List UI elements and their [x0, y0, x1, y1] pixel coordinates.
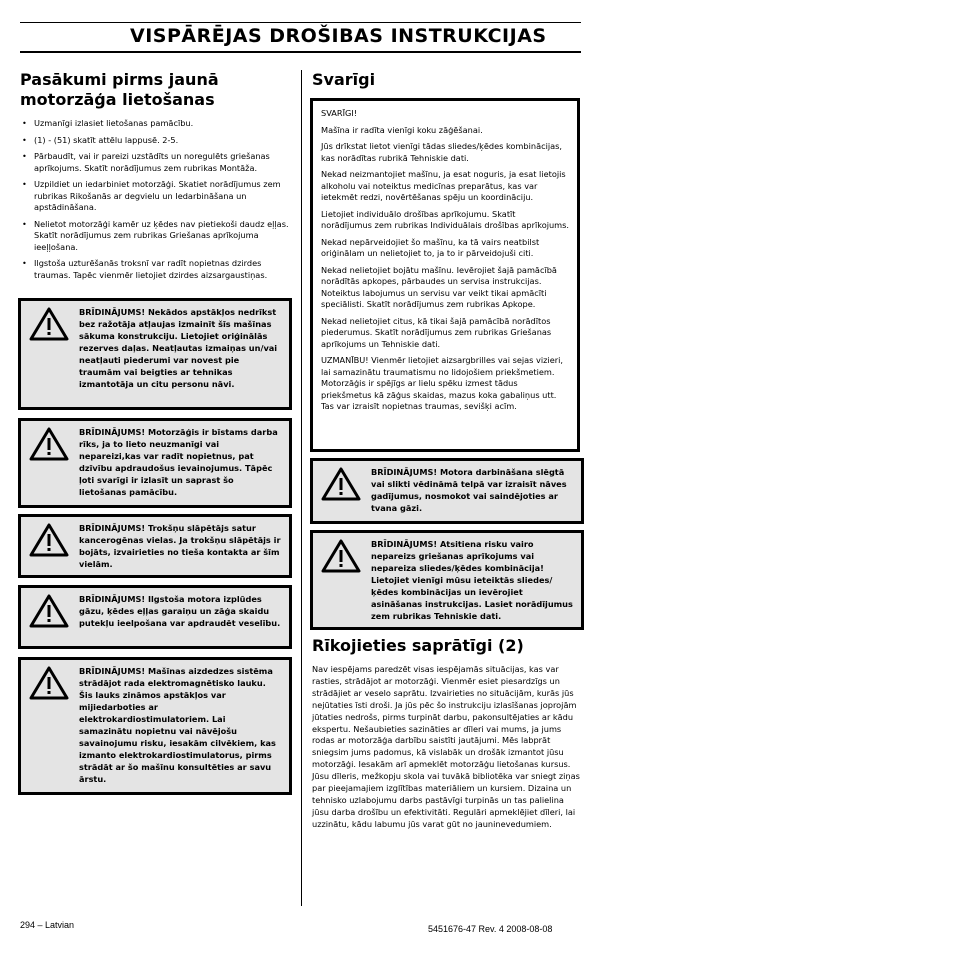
important-line: Nekad nepārveidojiet šo mašīnu, ka tā vairs neatbilst oriģinālam un nelietojiet to, ja to ir pārveidojuši citi. — [321, 236, 540, 258]
important-line: Nekad neizmantojiet mašīnu, ja esat noguris, ja esat lietojis alkoholu vai noteiktus medicīnas preparātus, kas var ietekmēt redzi, novērtēšanas spēju un koordināciju. — [321, 169, 566, 202]
warning-box — [310, 458, 584, 524]
warning-triangle-icon — [321, 467, 361, 501]
column-divider — [301, 70, 302, 906]
section-heading-important: Svarīgi — [312, 70, 376, 89]
warning-text: BRĪDINĀJUMS! Motora darbināšana slēgtā vai slikti vēdināmā telpā var izraisīt nāves gadījumus, nosmokot vai saindējoties ar tvana gāzi. — [371, 467, 567, 513]
warning-text: BRĪDINĀJUMS! Motorzāģis ir bīstams darba rīks, ja to lieto neuzmanīgi vai nepareizi,kas var radīt nopietnus, pat dzīvību apdraudošus ievainojumus. Tāpēc ļoti svarīgi ir izlasīt un saprast šo lietošanas pamācību. — [79, 427, 278, 497]
bullet-item: • (1) - (51) skatīt attēlu lappusē. 2-5. — [20, 135, 290, 147]
warning-text: BRĪDINĀJUMS! Nekādos apstākļos nedrīkst bez ražotāja atļaujas izmainīt šīs mašīnas sākuma konstrukciju. Lietojiet oriģinālās rezerves daļas. Neatļautas izmaiņas un/vai neatļauti piederumi var novest pie traumām vai beigties ar tehnikas izmantotāja un citu personu nāvi. — [79, 307, 278, 389]
warning-box — [310, 530, 584, 630]
header-bottom-rule — [20, 51, 581, 53]
page-title: VISPĀRĒJAS DROŠIBAS INSTRUKCIJAS — [130, 25, 547, 47]
section-heading-act-sensibly: Rīkojieties saprātīgi (2) — [312, 636, 524, 655]
warning-triangle-icon — [29, 523, 69, 557]
document-reference: 5451676-47 Rev. 4 2008-08-08 — [428, 924, 553, 934]
warning-triangle-icon — [29, 594, 69, 628]
warning-box — [18, 418, 292, 508]
warning-box — [18, 298, 292, 410]
section-heading-before-use: Pasākumi pirms jaunā motorzāģa lietošanas — [20, 70, 219, 109]
warning-triangle-icon — [29, 307, 69, 341]
warning-box — [18, 585, 292, 649]
important-line: UZMANĪBU! Vienmēr lietojiet aizsargbrilles vai sejas vizieri, lai samazinātu traumatismu no lidojošiem priekšmetiem. Motorzāģis ir spējīgs ar lielu spēku izmest tādus priekšmetus kā zāģus skaidas, mazus koka gabaliņus utt. Tas var izraisīt nopietnas traumas, sevišķi acīm. — [321, 355, 564, 411]
warning-text: BRĪDINĀJUMS! Trokšņu slāpētājs satur kancerogēnas vielas. Ja trokšņu slāpētājs ir bojāts, izvairieties no tieša kontakta ar šīm vielām. — [79, 523, 281, 569]
warning-triangle-icon — [321, 539, 361, 573]
bullet-item: • Uzmanīgi izlasiet lietošanas pamācību. — [20, 118, 290, 130]
warning-box — [18, 657, 292, 795]
warning-text: BRĪDINĀJUMS! Atsitiena risku vairo nepareizs griešanas aprīkojums vai nepareiza sliedes/ķēdes kombinācija! Lietojiet vienīgi mūsu ieteiktās sliedes/ķēdes kombinācijas un ievērojiet asināšanas instrukcijas. Lasiet norādījumus zem rubrikas Tehniskie dati. — [371, 539, 573, 621]
important-line: Jūs drīkstat lietot vienīgi tādas sliedes/ķēdes kombinācijas, kas norādītas rubrikā Tehniskie dati. — [321, 141, 563, 163]
preparation-bullet-list — [20, 118, 290, 286]
act-sensibly-paragraph: Nav iespējams paredzēt visas iespējamās situācijas, kas var rasties, strādājot ar motorzāģi. Vienmēr esiet piesardzīgs un strādājiet ar veselo saprātu. Izvairieties no situācijām, kurās jūs nejūtaties īsti droši. Ja jūs pēc šo instrukciju izlasīšanas joprojām jūtaties nedrošs, pirms turpināt darbu, pakonsultējaties ar kādu ekspertu. Nešaubieties sazināties ar dīleri vai mums, ja jums rodas ar motorzāģa darbību saistīti jautājumi. Mēs labprāt sniegsim jums padomus, kā vislabāk un drošāk izmantot jūsu motorzāģi. Iesakām arī apmeklēt motorzāģu lietošanas kursus. Jūsu dīleris, mežkopju skola vai tuvākā bibliotēka var sniegt ziņas par pieejamajiem izglītības materiāliem un kursiem. Dizaina un tehnisko uzlabojumu darbs pastāvīgi turpinās un tas palielina jūsu darba drošību un efektivitāti. Regulāri apmeklējiet dīleri, lai uzzinātu, kādu labumu jūs varat gūt no jauninevedumiem. — [312, 664, 580, 829]
bullet-item: • Pārbaudīt, vai ir pareizi uzstādīts un noregulēts griešanas aprīkojums. Skatīt norādījumus zem rubrikas Montāža. — [20, 151, 290, 174]
warning-text: BRĪDINĀJUMS! Mašīnas aizdedzes sistēma strādājot rada elektromagnētisko lauku. Šis lauks zināmos apstākļos var mijiedarboties ar elektrokardiostimulatoriem. Lai samazinātu nopietnu vai nāvējošu savainojumu risku, iesakām cilvēkiem, kas izmanto elektrokardiostimulatorus, pirms strādāt ar šo mašīnu konsultēties ar savu ārstu. — [79, 666, 276, 784]
bullet-item: • Uzpildiet un iedarbiniet motorzāģi. Skatiet norādījumus zem rubrikas Rikošanās ar degvielu un Iedarbināšana un apstādināšana. — [20, 179, 290, 214]
warning-triangle-icon — [29, 427, 69, 461]
bullet-item: • Nelietot motorzāģi kamēr uz ķēdes nav pietiekoši daudz eļļas. Skatīt norādījumus zem rubrikas Griešanas aprīkojuma ieeļļošana. — [20, 219, 290, 254]
important-line: Lietojiet individuālo drošības aprīkojumu. Skatīt norādījumus zem rubrikas Individuālais drošības aprīkojums. — [321, 208, 570, 230]
header-top-rule — [20, 22, 581, 23]
important-line: Nekad nelietojiet bojātu mašīnu. Ievērojiet šajā pamācībā norādītās apkopes, pārbaudes un servisa instrukcijas. Noteiktus labojumus un servisu var veikt tikai apmācīti speciālisti. Skatīt norādījumus zem rubrikas Apkope. — [321, 264, 557, 309]
important-line: SVARĪGI! — [321, 108, 358, 118]
bullet-item: • Ilgstoša uzturēšanās troksnī var radīt nopietnas dzirdes traumas. Tapēc vienmēr lietojiet dzirdes aizsargaustiņas. — [20, 258, 290, 281]
warning-text: BRĪDINĀJUMS! Ilgstoša motora izplūdes gāzu, ķēdes eļļas garaiņu un zāģa skaidu putekļu ieelpošana var apdraudēt veselību. — [79, 594, 281, 628]
warning-triangle-icon — [29, 666, 69, 700]
important-notice-box — [310, 98, 580, 452]
warning-box — [18, 514, 292, 578]
important-line: Nekad nelietojiet citus, kā tikai šajā pamācībā norādītos piederumus. Skatīt norādījumus zem rubrikas Griešanas aprīkojums un Tehniskie dati. — [321, 315, 552, 349]
page-number: 294 – Latvian — [20, 920, 75, 930]
important-line: Mašīna ir radīta vienīgi koku zāģēšanai. — [321, 124, 483, 135]
